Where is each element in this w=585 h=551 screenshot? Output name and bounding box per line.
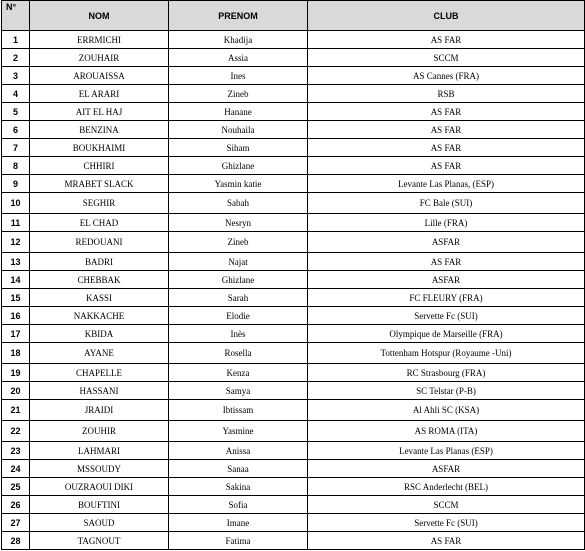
cell-prenom: Ghizlane [169, 271, 308, 289]
header-club: CLUB [308, 1, 585, 31]
cell-prenom: Ghizlane [169, 157, 308, 175]
cell-prenom: Sakina [169, 478, 308, 496]
cell-club: AS FAR [308, 139, 585, 157]
cell-club: Servette Fc (SUI) [308, 307, 585, 325]
table-row [2, 343, 585, 364]
cell-number: 13 [2, 253, 30, 271]
cell-prenom: Kenza [169, 364, 308, 382]
cell-number: 4 [2, 85, 30, 103]
cell-club: AS FAR [308, 157, 585, 175]
cell-nom: OUZRAOUI DIKI [30, 478, 169, 496]
cell-nom: AROUAISSA [30, 67, 169, 85]
cell-club: RSC Anderlecht (BEL) [308, 478, 585, 496]
cell-number: 17 [2, 325, 30, 343]
cell-nom: EL ARARI [30, 85, 169, 103]
cell-prenom: Nesryn [169, 214, 308, 232]
table-row [2, 289, 585, 307]
table-row [2, 157, 585, 175]
cell-club: Olympique de Marseille (FRA) [308, 325, 585, 343]
cell-club: FC FLEURY (FRA) [308, 289, 585, 307]
cell-prenom: Fatima [169, 532, 308, 550]
cell-number: 2 [2, 49, 30, 67]
cell-prenom: Sabah [169, 193, 308, 214]
table-row [2, 85, 585, 103]
cell-prenom: Anissa [169, 442, 308, 460]
cell-nom: ZOUHIR [30, 421, 169, 442]
cell-nom: AIT EL HAJ [30, 103, 169, 121]
cell-club: AS Cannes (FRA) [308, 67, 585, 85]
cell-nom: KASSI [30, 289, 169, 307]
cell-nom: TAGNOUT [30, 532, 169, 550]
cell-prenom: Sofia [169, 496, 308, 514]
cell-nom: SEGHIR [30, 193, 169, 214]
cell-number: 6 [2, 121, 30, 139]
cell-nom: ZOUHAIR [30, 49, 169, 67]
header-number: N° [2, 1, 30, 31]
table-row [2, 460, 585, 478]
cell-prenom: Nouhaila [169, 121, 308, 139]
cell-nom: REDOUANI [30, 232, 169, 253]
cell-club: RC Strasbourg (FRA) [308, 364, 585, 382]
cell-prenom: Zineb [169, 85, 308, 103]
cell-prenom: Siham [169, 139, 308, 157]
cell-club: ASFAR [308, 271, 585, 289]
cell-number: 11 [2, 214, 30, 232]
header-row [2, 1, 585, 31]
cell-club: AS ROMA (ITA) [308, 421, 585, 442]
cell-nom: MSSOUDY [30, 460, 169, 478]
cell-number: 18 [2, 343, 30, 364]
cell-club: Lille (FRA) [308, 214, 585, 232]
cell-nom: BOUFTINI [30, 496, 169, 514]
table-row [2, 175, 585, 193]
header-prenom: PRENOM [169, 1, 308, 31]
cell-prenom: Yasmine [169, 421, 308, 442]
cell-club: AS FAR [308, 31, 585, 49]
cell-club: SCCM [308, 49, 585, 67]
cell-nom: BOUKHAIMI [30, 139, 169, 157]
cell-nom: CHAPELLE [30, 364, 169, 382]
cell-prenom: Imane [169, 514, 308, 532]
table-row [2, 307, 585, 325]
table-row [2, 364, 585, 382]
cell-prenom: Zineb [169, 232, 308, 253]
cell-prenom: Assia [169, 49, 308, 67]
cell-nom: MRABET SLACK [30, 175, 169, 193]
table-row [2, 103, 585, 121]
cell-club: RSB [308, 85, 585, 103]
table-row [2, 442, 585, 460]
table-row [2, 49, 585, 67]
cell-number: 12 [2, 232, 30, 253]
cell-nom: LAHMARI [30, 442, 169, 460]
table-row [2, 532, 585, 550]
cell-nom: EL CHAD [30, 214, 169, 232]
cell-club: AS FAR [308, 121, 585, 139]
table-row [2, 421, 585, 442]
cell-number: 21 [2, 400, 30, 421]
cell-number: 20 [2, 382, 30, 400]
table-row [2, 214, 585, 232]
cell-prenom: Ines [169, 67, 308, 85]
cell-nom: BENZINA [30, 121, 169, 139]
table-row [2, 253, 585, 271]
cell-prenom: Sanaa [169, 460, 308, 478]
player-roster-table [1, 0, 585, 550]
cell-number: 28 [2, 532, 30, 550]
cell-nom: HASSANI [30, 382, 169, 400]
header-nom: NOM [30, 1, 169, 31]
cell-number: 26 [2, 496, 30, 514]
table-row [2, 325, 585, 343]
cell-number: 8 [2, 157, 30, 175]
table-row [2, 514, 585, 532]
table-row [2, 193, 585, 214]
cell-club: Levante Las Planas, (ESP) [308, 175, 585, 193]
cell-nom: NAKKACHE [30, 307, 169, 325]
table-row [2, 400, 585, 421]
cell-number: 3 [2, 67, 30, 85]
table-row [2, 271, 585, 289]
table-row [2, 478, 585, 496]
table-row [2, 496, 585, 514]
cell-nom: ERRMICHI [30, 31, 169, 49]
cell-number: 16 [2, 307, 30, 325]
cell-club: Tottenham Hotspur (Royaume -Uni) [308, 343, 585, 364]
cell-club: Levante Las Planas (ESP) [308, 442, 585, 460]
cell-prenom: Samya [169, 382, 308, 400]
table-header [2, 1, 585, 31]
cell-prenom: Hanane [169, 103, 308, 121]
cell-number: 27 [2, 514, 30, 532]
cell-number: 22 [2, 421, 30, 442]
cell-number: 5 [2, 103, 30, 121]
cell-prenom: Khadija [169, 31, 308, 49]
table-row [2, 31, 585, 49]
cell-number: 1 [2, 31, 30, 49]
cell-number: 23 [2, 442, 30, 460]
cell-club: Servette Fc (SUI) [308, 514, 585, 532]
cell-number: 19 [2, 364, 30, 382]
cell-number: 15 [2, 289, 30, 307]
cell-prenom: Ibtissam [169, 400, 308, 421]
cell-nom: CHHIRI [30, 157, 169, 175]
cell-prenom: Inès [169, 325, 308, 343]
cell-club: AS FAR [308, 103, 585, 121]
table-row [2, 67, 585, 85]
cell-number: 14 [2, 271, 30, 289]
cell-nom: JRAIDI [30, 400, 169, 421]
table-row [2, 139, 585, 157]
cell-prenom: Sarah [169, 289, 308, 307]
table-row [2, 382, 585, 400]
cell-nom: BADRI [30, 253, 169, 271]
cell-prenom: Najat [169, 253, 308, 271]
table-body [2, 31, 585, 550]
cell-club: ASFAR [308, 460, 585, 478]
cell-club: FC Bale (SUI) [308, 193, 585, 214]
cell-club: SC Telstar (P-B) [308, 382, 585, 400]
cell-club: AS FAR [308, 532, 585, 550]
cell-club: ASFAR [308, 232, 585, 253]
cell-number: 25 [2, 478, 30, 496]
cell-prenom: Yasmin katie [169, 175, 308, 193]
cell-prenom: Rosella [169, 343, 308, 364]
cell-club: SCCM [308, 496, 585, 514]
cell-club: AS FAR [308, 253, 585, 271]
cell-number: 9 [2, 175, 30, 193]
cell-club: Al Ahli SC (KSA) [308, 400, 585, 421]
table-row [2, 232, 585, 253]
cell-prenom: Elodie [169, 307, 308, 325]
cell-nom: SAOUD [30, 514, 169, 532]
cell-number: 7 [2, 139, 30, 157]
table-row [2, 121, 585, 139]
cell-nom: CHEBBAK [30, 271, 169, 289]
cell-number: 10 [2, 193, 30, 214]
cell-number: 24 [2, 460, 30, 478]
cell-nom: KBIDA [30, 325, 169, 343]
cell-nom: AYANE [30, 343, 169, 364]
